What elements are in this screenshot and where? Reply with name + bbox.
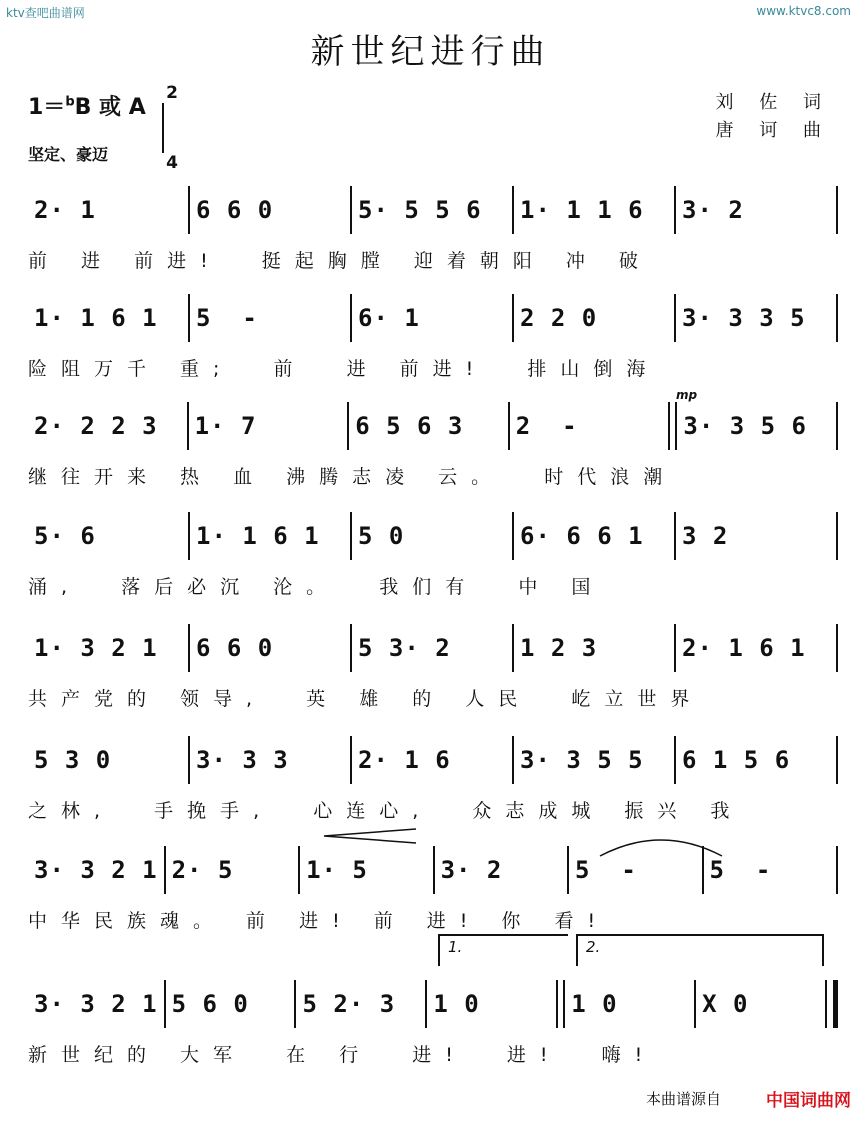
measure: 1 0 — [433, 990, 480, 1018]
final-bar — [825, 980, 838, 1028]
bar-line — [836, 294, 838, 342]
measure: 6 6 0 — [196, 634, 274, 662]
measure: 2· 1 6 — [358, 746, 451, 774]
score-row-1 — [0, 186, 861, 290]
notation-line — [28, 512, 838, 560]
repeat-start-bar — [668, 402, 677, 450]
measure: 2 2 0 — [520, 304, 598, 332]
bar-line — [836, 512, 838, 560]
score-row-5 — [0, 624, 861, 728]
measure: 6 6 0 — [196, 196, 274, 224]
bar-line — [836, 186, 838, 234]
measure: 1· 7 — [194, 412, 257, 440]
measure: 3· 2 — [440, 856, 503, 884]
lyrics-line: 新世纪的 大军 在 行 进! 进! 嗨! — [28, 1044, 657, 1066]
measure: 1· 5 — [306, 856, 368, 884]
measure: 5· 5 5 6 — [358, 196, 482, 224]
measure: 5 6 0 — [171, 990, 249, 1018]
measure: 2· 2 2 3 — [34, 412, 158, 440]
bar-line — [836, 402, 838, 450]
measure: 5 2· 3 — [302, 990, 396, 1018]
measure: 5 - — [196, 304, 258, 332]
dynamic-mark: mp — [676, 388, 698, 402]
score-row-3 — [0, 388, 861, 506]
notation-line — [28, 294, 838, 342]
measure: 2· 5 — [171, 856, 234, 884]
measure: 3· 3 2 1 — [34, 990, 158, 1018]
source-site-link[interactable]: 中国词曲网 — [766, 1091, 851, 1111]
measure: 1· 1 6 1 — [34, 304, 158, 332]
measure: 6 1 5 6 — [682, 746, 791, 774]
measure: 3· 3 3 — [196, 746, 289, 774]
notation-line — [28, 186, 838, 234]
source-label: 本曲谱源自 — [645, 1090, 721, 1108]
lyrics-line: 继往开来 热 血 沸腾志凌 云。 时代浪潮 — [28, 466, 677, 488]
measure: 6 5 6 3 — [355, 412, 464, 440]
second-ending-bracket: 2. — [576, 934, 824, 966]
measure: 3 2 — [682, 522, 729, 550]
measure: 1· 3 2 1 — [34, 634, 158, 662]
tempo-marking: 坚定、豪迈 — [28, 145, 109, 164]
time-sig-line — [162, 103, 164, 153]
measure: 5 - — [709, 856, 772, 884]
lyrics-line: 共产党的 领导, 英 雄 的 人民 屹立世界 — [28, 688, 704, 710]
score-row-2 — [0, 294, 861, 398]
measure: 5· 6 — [34, 522, 96, 550]
measure: 3· 3 5 5 — [520, 746, 644, 774]
measure: 3· 2 — [682, 196, 744, 224]
crescendo-mark — [320, 826, 420, 846]
key-signature — [28, 90, 146, 121]
key-prefix: 1＝ — [28, 95, 66, 120]
first-ending-bracket: 1. — [438, 934, 568, 966]
measure: 6· 6 6 1 — [520, 522, 644, 550]
repeat-end-bar — [556, 980, 565, 1028]
time-signature — [162, 84, 182, 172]
time-sig-bottom: 4 — [166, 153, 178, 173]
lyrics-line: 涌, 落后必沉 沦。 我们有 中 国 — [28, 576, 605, 598]
lyrics-line: 之林, 手挽手, 心连心, 众志成城 振兴 我 — [28, 800, 744, 822]
notation-line — [28, 736, 838, 784]
notation-line — [28, 624, 838, 672]
measure: 3· 3 2 1 — [34, 856, 158, 884]
key-name: B 或 A — [74, 95, 146, 120]
measure: 1· 1 1 6 — [520, 196, 644, 224]
measure: 3· 3 3 5 — [682, 304, 806, 332]
bar-line — [836, 624, 838, 672]
measure: 2· 1 — [34, 196, 96, 224]
measure: 2· 1 6 1 — [682, 634, 806, 662]
watermark-right: www.ktvc8.com — [756, 4, 851, 18]
bar-line — [836, 846, 838, 894]
notation-line — [28, 980, 838, 1028]
measure: 5 0 — [358, 522, 405, 550]
lyrics-line: 前 进 前进! 挺起胸膛 迎着朝阳 冲 破 — [28, 250, 652, 272]
measure: 6· 1 — [358, 304, 420, 332]
lyrics-line: 中华民族魂。 前 进! 前 进! 你 看! — [28, 910, 610, 932]
score-row-6 — [0, 736, 861, 840]
lyricist-credit: 刘 佐 词 — [715, 92, 831, 113]
measure: 1· 1 6 1 — [196, 522, 320, 550]
bar-line — [836, 736, 838, 784]
notation-line — [28, 402, 838, 450]
measure: 5 - — [575, 856, 637, 884]
measure: 1 0 — [571, 990, 618, 1018]
lyrics-line: 险阻万千 重; 前 进 前进! 排山倒海 — [28, 358, 660, 380]
song-title: 新世纪进行曲 — [310, 32, 551, 72]
composer-credit: 唐 诃 曲 — [715, 120, 831, 141]
measure: 2 - — [515, 412, 578, 440]
flat-sign: b — [65, 94, 75, 110]
measure: X 0 — [702, 990, 749, 1018]
measure: 3· 3 5 6 — [683, 412, 807, 440]
watermark-left: ktv查吧曲谱网 — [6, 6, 85, 20]
measure: 1 2 3 — [520, 634, 598, 662]
time-sig-top: 2 — [166, 83, 178, 103]
notation-line — [28, 846, 838, 894]
score-row-4 — [0, 512, 861, 616]
measure: 5 3· 2 — [358, 634, 451, 662]
measure: 5 3 0 — [34, 746, 112, 774]
score-row-8 — [0, 980, 861, 1084]
